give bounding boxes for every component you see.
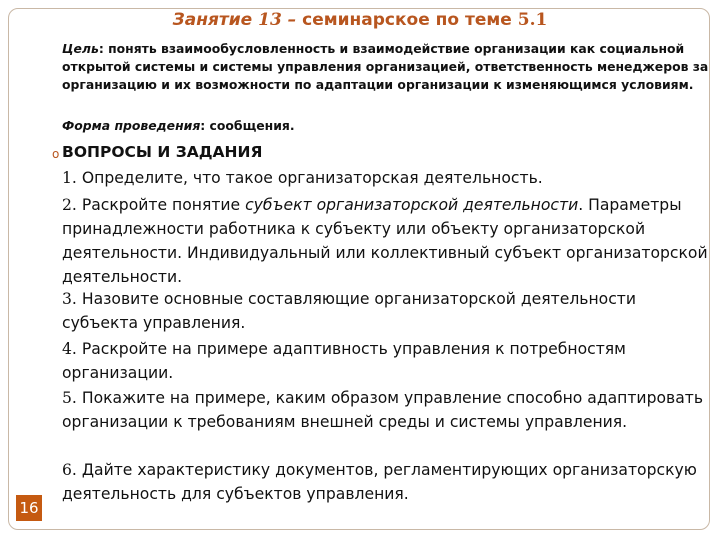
goal-text: : понять взаимообусловленность и взаимодействие организации как социальной открытой системы и системы управления организацией, ответственность менеджеров за организацию и их возможности по адаптации организации к изменяющимся условиям. [62,41,709,93]
goal-paragraph [62,40,712,95]
title-dash: – [281,10,303,30]
question-number: 1. [62,169,77,187]
question-number: 6. [62,461,77,479]
question-number: 5. [62,389,77,407]
slide-number-badge: 16 [16,495,42,521]
title-prefix: Занятие [172,10,253,30]
question-text: Определите, что такое организаторская деятельность. [76,169,543,187]
slide-title [0,10,720,30]
question-emphasis: субъект организаторской деятельности [245,196,579,214]
question-2 [62,193,710,289]
form-line [62,118,295,133]
questions-heading-text: ВОПРОСЫ И ЗАДАНИЯ [62,143,263,161]
form-text: : сообщения. [200,118,295,133]
question-5 [62,386,710,434]
goal-label: Цель [62,41,99,56]
title-number: 13 [258,10,282,30]
question-text: Покажите на примере, каким образом управление способно адаптировать организации к требованиям внешней среды и системы управления. [62,389,704,431]
title-text: семинарское по теме [302,10,512,30]
title-topic: 5.1 [517,10,548,30]
question-number: 3. [62,290,77,308]
form-label: Форма проведения [62,118,201,133]
question-number: 4. [62,340,77,358]
question-6 [62,458,710,506]
question-text: Назовите основные составляющие организаторской деятельности субъекта управления. [62,290,637,332]
question-text: . Параметры принадлежности работника к субъекту или объекту организаторской деятельности. Индивидуальный или коллективный субъект организаторской деятельности. [62,196,708,286]
question-1 [62,166,710,190]
bullet-icon: o [52,147,60,161]
question-text: Дайте характеристику документов, регламентирующих организаторскую деятельность для субъектов управления. [62,461,697,503]
question-3 [62,287,710,335]
question-number: 2. [62,196,77,214]
question-4 [62,337,710,385]
question-text: Раскройте понятие [76,196,246,214]
question-text: Раскройте на примере адаптивность управления к потребностям организации. [62,340,626,382]
questions-heading [52,143,263,161]
